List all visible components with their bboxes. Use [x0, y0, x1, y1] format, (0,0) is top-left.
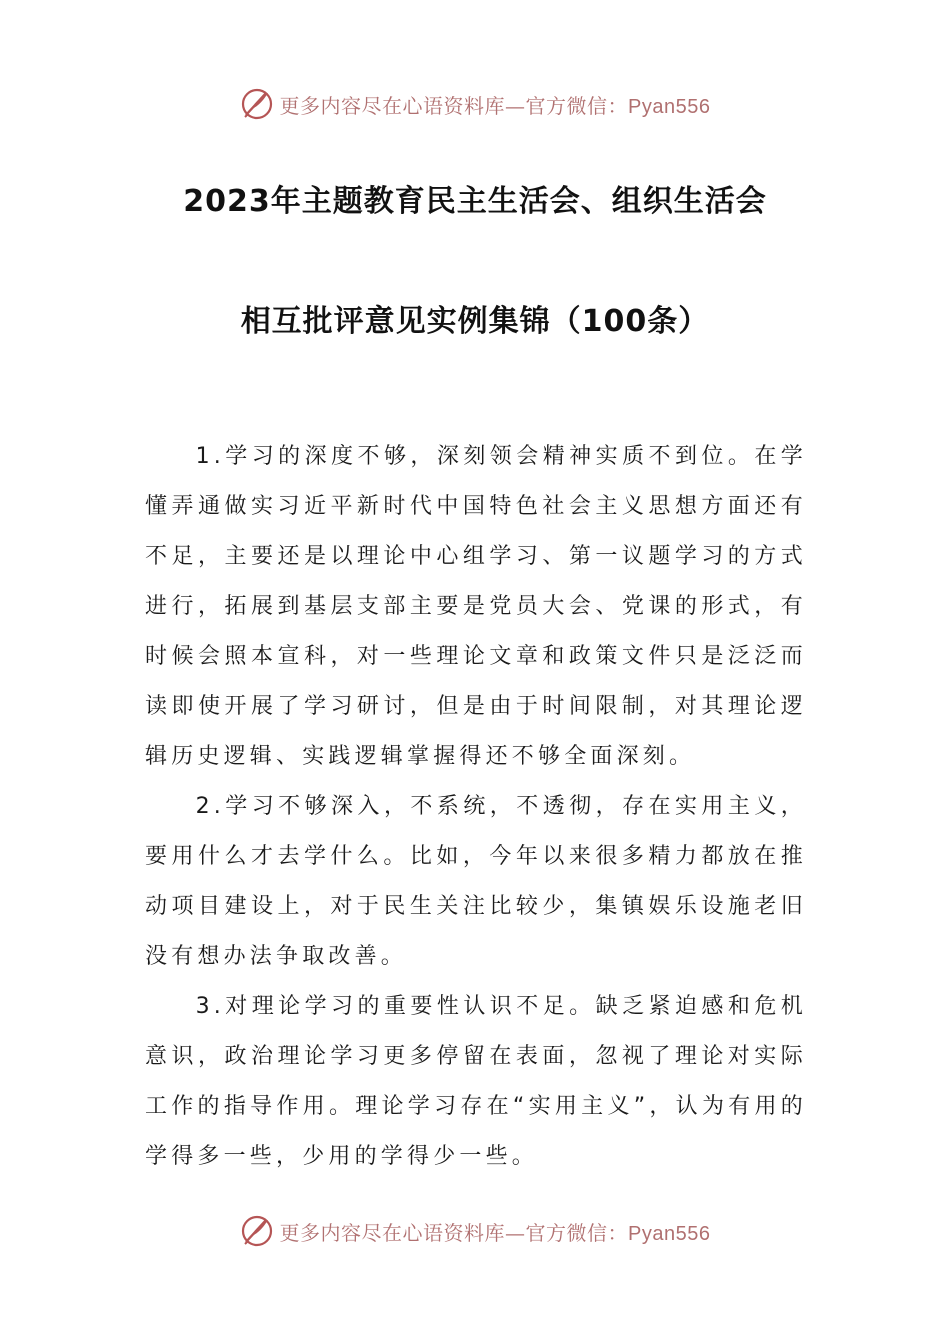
watermark-label: 更多内容尽在心语资料库—官方微信：: [279, 1220, 629, 1245]
quill-pen-logo-icon: [240, 87, 274, 121]
paragraph-1: 1.学习的深度不够，深刻领会精神实质不到位。在学懂弄通做实习近平新时代中国特色社会主义思想方面还有不足，主要还是以理论中心组学习、第一议题学习的方式进行，拓展到基层支部主要是党员大会、党课的形式，有时候会照本宣科，对一些理论文章和政策文件只是泛泛而读即使开展了学习研讨，但是由于时间限制，对其理论逻辑历史逻辑、实践逻辑掌握得还不够全面深刻。: [145, 444, 807, 769]
document-title-line-1: 2023年主题教育民主生活会、组织生活会: [183, 184, 767, 219]
watermark-text: [280, 1217, 711, 1246]
paragraph-2: 2.学习不够深入，不系统，不透彻，存在实用主义，要用什么才去学什么。比如，今年以来很多精力都放在推动项目建设上，对于民生关注比较少，集镇娱乐设施老旧没有想办法争取改善。: [145, 794, 807, 969]
wechat-id: Pyan556: [628, 95, 711, 118]
watermark-text: [280, 90, 711, 119]
watermark-label: 更多内容尽在心语资料库—官方微信：: [279, 93, 629, 118]
header-watermark-banner: [0, 84, 950, 124]
document-title-line-2: 相互批评意见实例集锦（100条）: [240, 304, 710, 339]
footer-watermark-banner: [0, 1211, 950, 1251]
wechat-id: Pyan556: [628, 1222, 711, 1245]
quill-pen-logo-icon: [240, 1214, 274, 1248]
paragraph-3: 3.对理论学习的重要性认识不足。缺乏紧迫感和危机意识，政治理论学习更多停留在表面，忽视了理论对实际工作的指导作用。理论学习存在“实用主义”，认为有用的学得多一些，少用的学得少一些。: [145, 994, 807, 1169]
document-body: [145, 432, 807, 1182]
